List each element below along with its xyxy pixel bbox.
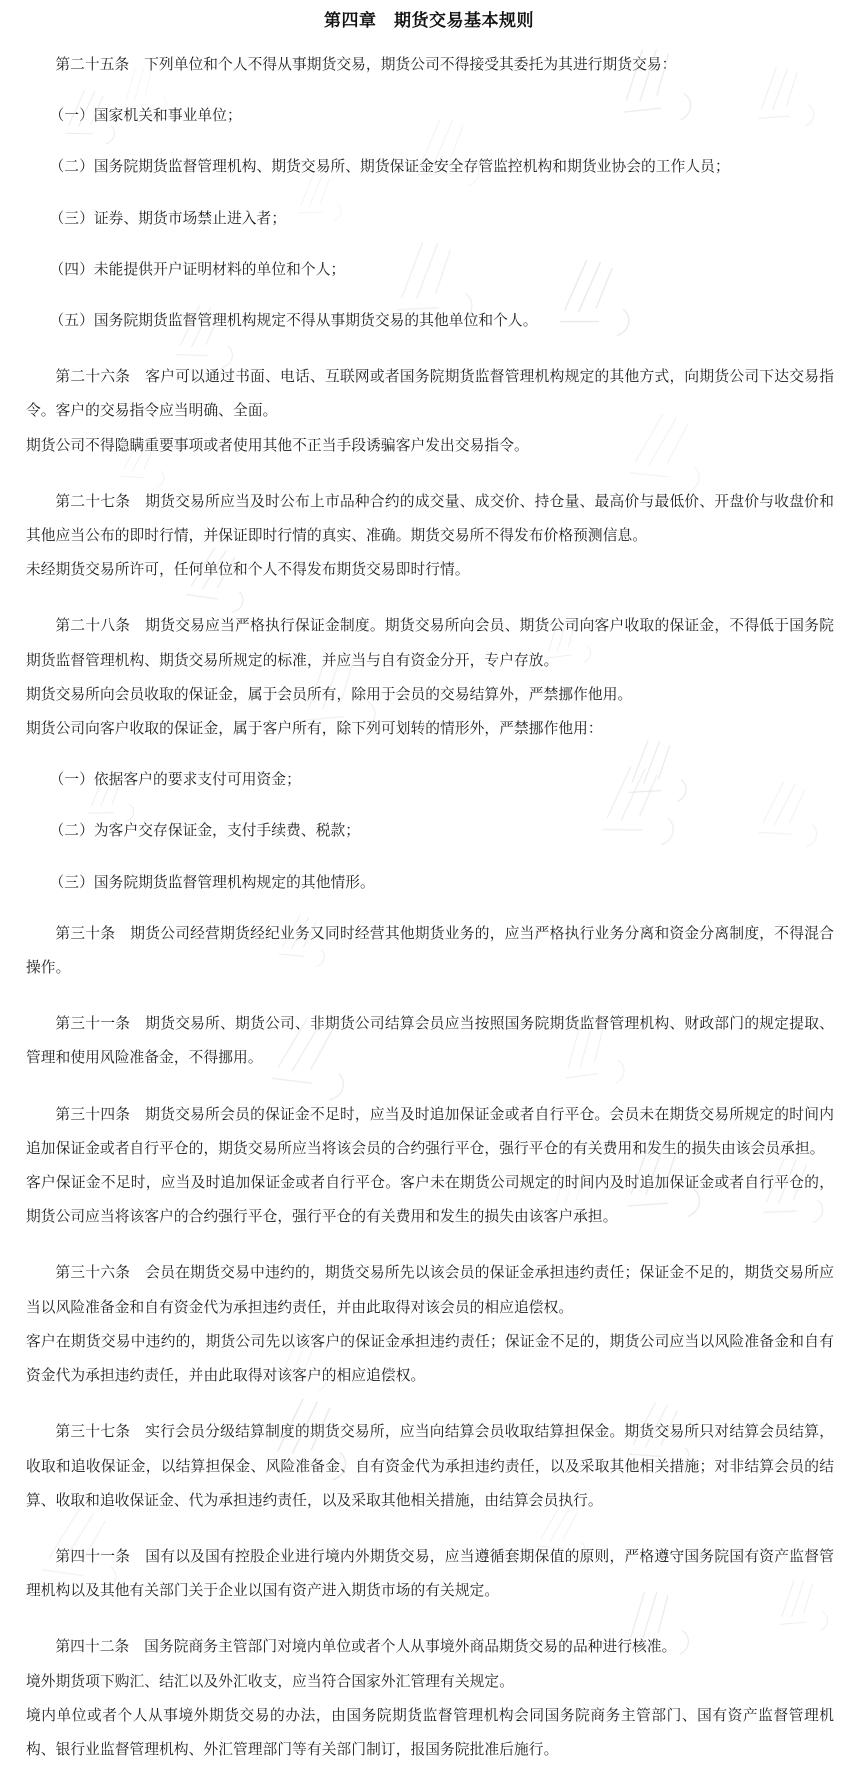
spacer — [26, 797, 834, 814]
spacer — [26, 587, 834, 609]
page-title: 第四章 期货交易基本规则 — [324, 11, 534, 30]
article-28-p2: 期货交易所向会员收取的保证金，属于会员所有，除用于会员的交易结算外，严禁挪作他用。 — [26, 686, 633, 703]
article-41-lead: 第四十一条 国有以及国有控股企业进行境内外期货交易，应当遵循套期保值的原则，严格遵守国务院国有资产监督管理机构以及其他有关部门关于企业以国有资产进入期货市场的有关规定。 — [26, 1548, 834, 1600]
spacer — [26, 1608, 834, 1630]
article-42-lead: 第四十二条 国务院商务主管部门对境内单位或者个人从事境外商品期货交易的品种进行核准。 — [55, 1639, 677, 1656]
article-34-p2: 客户保证金不足时，应当及时追加保证金或者自行平仓。客户未在期货公司规定的时间内及时追加保证金或者自行平仓的，期货公司应当将该客户的合约强行平仓，强行平仓的有关费用和发生的损失由该客户承担。 — [26, 1175, 834, 1226]
article-25-item-3: （三）证券、期货市场禁止进入者； — [49, 210, 287, 227]
spacer — [26, 746, 834, 763]
article-27-p2: 未经期货交易所许可，任何单位和个人不得发布期货交易即时行情。 — [26, 562, 470, 579]
article-28-p3: 期货公司向客户收取的保证金，属于客户所有，除下列可划转的情形外，严禁挪作他用： — [26, 721, 603, 738]
article-26-p2: 期货公司不得隐瞒重要事项或者使用其他不正当手段诱骗客户发出交易指令。 — [26, 437, 529, 454]
article-30-lead: 第三十条 期货公司经营期货经纪业务又同时经营其他期货业务的，应当严格执行业务分离和资金分离制度，不得混合操作。 — [26, 925, 834, 977]
spacer — [26, 338, 834, 360]
article-28-item-2: （二）为客户交存保证金，支付手续费、税款； — [49, 823, 361, 840]
article-26-lead: 第二十六条 客户可以通过书面、电话、互联网或者国务院期货监督管理机构规定的其他方式，向期货公司下达交易指令。客户的交易指令应当明确、全面。 — [26, 369, 834, 420]
article-37-lead: 第三十七条 实行会员分级结算制度的期货交易所，应当向结算会员收取结算担保金。期货交易所只对结算会员结算，收取和追收保证金，以结算担保金、风险准备金、自有资金代为承担违约责任，以及采取其他相关措施；对非结算会员的结算、收取和追收保证金、代为承担违约责任，以及采取其他相关措施，由结算会员执行。 — [26, 1424, 834, 1509]
article-25-lead: 第二十五条 下列单位和个人不得从事期货交易，期货公司不得接受其委托为其进行期货交易： — [55, 57, 677, 73]
spacer — [26, 82, 834, 99]
spacer — [26, 849, 834, 866]
spacer — [26, 900, 834, 917]
article-25-item-5: （五）国务院期货监督管理机构规定不得从事期货交易的其他单位和个人。 — [49, 313, 538, 330]
spacer — [26, 287, 834, 304]
article-36-p2: 客户在期货交易中违约的，期货公司先以该客户的保证金承担违约责任；保证金不足的，期货公司应当以风险准备金和自有资金代为承担违约责任，并由此取得对该客户的相应追偿权。 — [26, 1333, 834, 1385]
spacer — [26, 985, 834, 1007]
article-25-item-4: （四）未能提供开户证明材料的单位和个人； — [49, 261, 346, 278]
spacer — [26, 185, 834, 202]
article-28-item-3: （三）国务院期货监督管理机构规定的其他情形。 — [49, 874, 375, 891]
article-31-lead: 第三十一条 期货交易所、期货公司、非期货公司结算会员应当按照国务院期货监督管理机构、财政部门的规定提取、管理和使用风险准备金，不得挪用。 — [26, 1016, 834, 1067]
spacer — [26, 236, 834, 253]
spacer — [26, 1076, 834, 1098]
spacer — [26, 463, 834, 485]
document-body — [0, 34, 858, 1767]
article-42-p3: 境内单位或者个人从事境外期货交易的办法，由国务院期货监督管理机构会同国务院商务主管部门、国有资产监督管理机构、银行业监督管理机构、外汇管理部门等有关部门制订，报国务院批准后施行。 — [26, 1707, 834, 1758]
article-36-lead: 第三十六条 会员在期货交易中违约的，期货交易所先以该会员的保证金承担违约责任；保证金不足的，期货交易所应当以风险准备金和自有资金代为承担违约责任，并由此取得对该会员的相应追偿权。 — [26, 1265, 834, 1316]
spacer — [26, 1393, 834, 1415]
article-34-lead: 第三十四条 期货交易所会员的保证金不足时，应当及时追加保证金或者自行平仓。会员未在期货交易所规定的时间内追加保证金或者自行平仓的，期货交易所应当将该会员的合约强行平仓，强行平仓的有关费用和发生的损失由该会员承担。 — [26, 1106, 834, 1157]
spacer — [26, 1518, 834, 1540]
article-28-item-1: （一）依据客户的要求支付可用资金； — [49, 772, 301, 789]
article-25-item-2: （二）国务院期货监督管理机构、期货交易所、期货保证金安全存管监控机构和期货业协会的工作人员； — [49, 159, 730, 176]
article-28-lead: 第二十八条 期货交易应当严格执行保证金制度。期货交易所向会员、期货公司向客户收取的保证金，不得低于国务院期货监督管理机构、期货交易所规定的标准，并应当与自有资金分开，专户存放。 — [26, 618, 834, 669]
article-25-item-1: （一）国家机关和事业单位； — [49, 108, 242, 125]
article-42-p2: 境外期货项下购汇、结汇以及外汇收支，应当符合国家外汇管理有关规定。 — [26, 1673, 514, 1690]
spacer — [26, 1234, 834, 1256]
article-27-lead: 第二十七条 期货交易所应当及时公布上市品种合约的成交量、成交价、持仓量、最高价与最低价、开盘价与收盘价和其他应当公布的即时行情，并保证即时行情的真实、准确。期货交易所不得发布价格预测信息。 — [26, 493, 834, 545]
spacer — [26, 133, 834, 150]
